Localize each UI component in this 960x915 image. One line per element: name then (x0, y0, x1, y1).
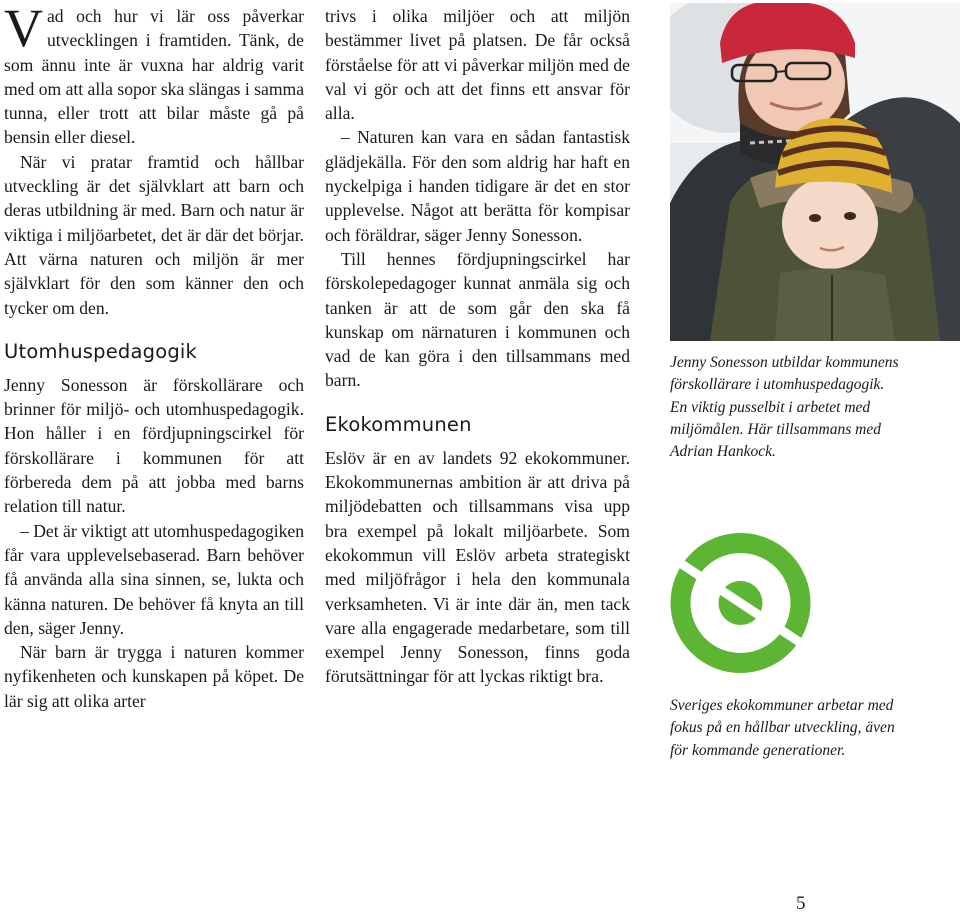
quote-paragraph: – Naturen kan vara en sådan fantastisk glädjekälla. För den som aldrig har haft en nyckelpiga i handen tidigare är det en stor upplevelse. Något att berätta för kompisar och föräldrar, säger Jenny Sonesson. (325, 127, 630, 245)
paragraph: Eslöv är en av landets 92 ekokommuner. Ekokommunernas ambition är att driva på miljödebatten och tillsammans visa upp bra exempel på lokalt miljöarbete. Som ekokommun vill Eslöv arbeta strategiskt med miljöfrågor i hela den kommunala verksamheten. Vi är inte där än, men tack vare alla engagerade medarbetare, som till exempel Jenny Sonesson, finns goda förutsättningar för att lyckas riktigt bra. (325, 447, 630, 687)
intro-paragraph (4, 0, 305, 150)
ekokommun-logo (668, 527, 813, 679)
text-column-2 (325, 4, 630, 689)
logo-caption: Sveriges ekokommuner arbetar med fokus på en hållbar utveckling, även för kommande generationer. (670, 697, 895, 759)
paragraph: trivs i olika miljöer och att miljön bestämmer livet på platsen. De får också förståelse för att vi påverkar miljön med de val vi gör och att det finns ett ansvar för alla. (325, 6, 630, 124)
drop-cap: V (4, 0, 43, 58)
paragraph: När vi pratar framtid och hållbar utveckling är det självklart att barn och deras utbildning är med. Barn och natur är viktiga i miljöarbetet, det är där det börjar. Att värna naturen och miljön är mer självklart för den som känner den och tycker om den. (4, 151, 304, 318)
section-heading-utomhuspedagogik: Utomhuspedagogik (4, 339, 198, 363)
text-column-1 (4, 0, 305, 713)
photo-woman-and-child (670, 3, 960, 341)
quote-paragraph: – Det är viktigt att utomhuspedagogiken får vara upplevelsebaserad. Barn behöver få använda alla sina sinnen, se, lukta och känna naturen. De behöver få knyta an till den, säger Jenny. (4, 520, 304, 638)
photo-illustration (670, 3, 960, 341)
intro-text: ad och hur vi lär oss påverkar utvecklingen i framtiden. Tänk, de som ännu inte är vuxna har aldrig varit med om att alla sopor ska slängas i samma tunna, eller trott att bilar måste gå på bensin eller diesel. (4, 6, 305, 148)
paragraph: Till hennes fördjupningscirkel har förskolepedagoger kunnat anmäla sig och tanken är att de som går den ska få kunskap om närnaturen i kommunen och vad de kan göra i den tillsammans med barn. (325, 248, 630, 391)
page-number: 5 (796, 893, 806, 914)
paragraph: När barn är trygga i naturen kommer nyfikenheten och kunskapen på köpet. De lär sig att olika arter (4, 642, 304, 711)
paragraph: Jenny Sonesson är förskollärare och brinner för miljö- och utomhuspedagogik. Hon håller i en fördjupningscirkel för förskollärare i kommunen för att förbereda dem på att jobba med barns relation till natur. (4, 374, 304, 517)
photo-caption: Jenny Sonesson utbildar kommunens förskollärare i utomhuspedagogik. En viktig pusselbit i arbetet med miljömålen. Här tillsammans med Adrian Hankock. (670, 354, 899, 461)
section-heading-ekokommunen: Ekokommunen (325, 412, 472, 436)
